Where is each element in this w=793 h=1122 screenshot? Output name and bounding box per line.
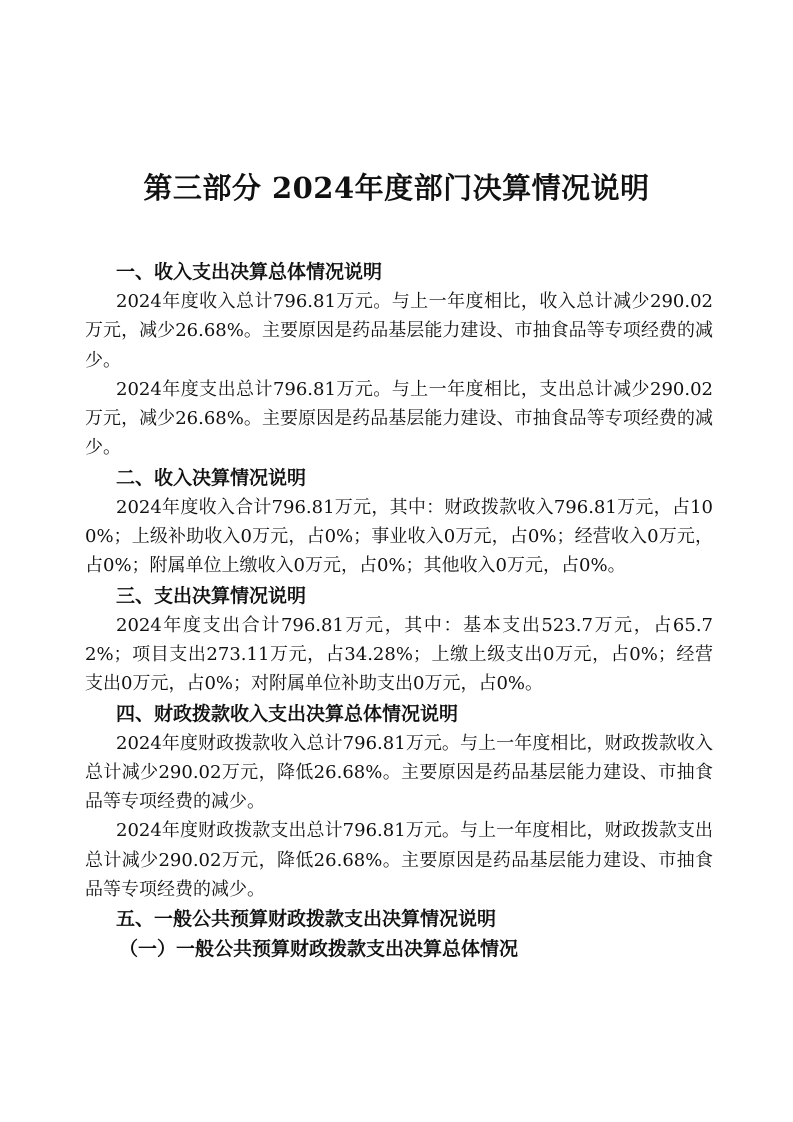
paragraph: 2024年度支出合计796.81万元，其中：基本支出523.7万元，占65.72%；项目支出273.11万元，占34.28%；上缴上级支出0万元，占0%；经营支出0万元，占0%；对附属单位补助支出0万元，占0%。: [85, 614, 713, 695]
paragraph: 2024年度财政拨款收入总计796.81万元。与上一年度相比，财政拨款收入总计减少290.02万元，降低26.68%。主要原因是药品基层能力建设、市抽食品等专项经费的减少。: [85, 732, 713, 813]
page-title: 第三部分 2024年度部门决算情况说明: [143, 171, 650, 205]
section-heading: 四、财政拨款收入支出决算总体情况说明: [116, 702, 459, 725]
paragraph: 2024年度支出总计796.81万元。与上一年度相比，支出总计减少290.02万元，减少26.68%。主要原因是药品基层能力建设、市抽食品等专项经费的减少。: [85, 378, 713, 459]
section-heading: 五、一般公共预算财政拨款支出决算情况说明: [116, 908, 497, 931]
section-fiscal-appropriation: [85, 699, 713, 905]
section-general-public-budget: [85, 904, 713, 964]
document-body: [85, 257, 713, 964]
paragraph: 2024年度收入合计796.81万元，其中：财政拨款收入796.81万元，占100%；上级补助收入0万元，占0%；事业收入0万元，占0%；经营收入0万元，占0%；附属单位上缴收入0万元，占0%；其他收入0万元，占0%。: [85, 496, 713, 577]
paragraph: 2024年度收入总计796.81万元。与上一年度相比，收入总计减少290.02万元，减少26.68%。主要原因是药品基层能力建设、市抽食品等专项经费的减少。: [85, 291, 713, 371]
section-heading: 一、收入支出决算总体情况说明: [116, 261, 383, 283]
section-heading: 二、收入决算情况说明: [116, 466, 307, 489]
section-expense: [85, 581, 713, 699]
section-income-expense-overview: [85, 257, 713, 463]
paragraph: 2024年度财政拨款支出总计796.81万元。与上一年度相比，财政拨款支出总计减少290.02万元，降低26.68%。主要原因是药品基层能力建设、市抽食品等专项经费的减少。: [85, 820, 713, 901]
subsection-heading: （一）一般公共预算财政拨款支出决算总体情况: [119, 938, 519, 961]
section-income: [85, 463, 713, 581]
section-heading: 三、支出决算情况说明: [116, 584, 307, 607]
